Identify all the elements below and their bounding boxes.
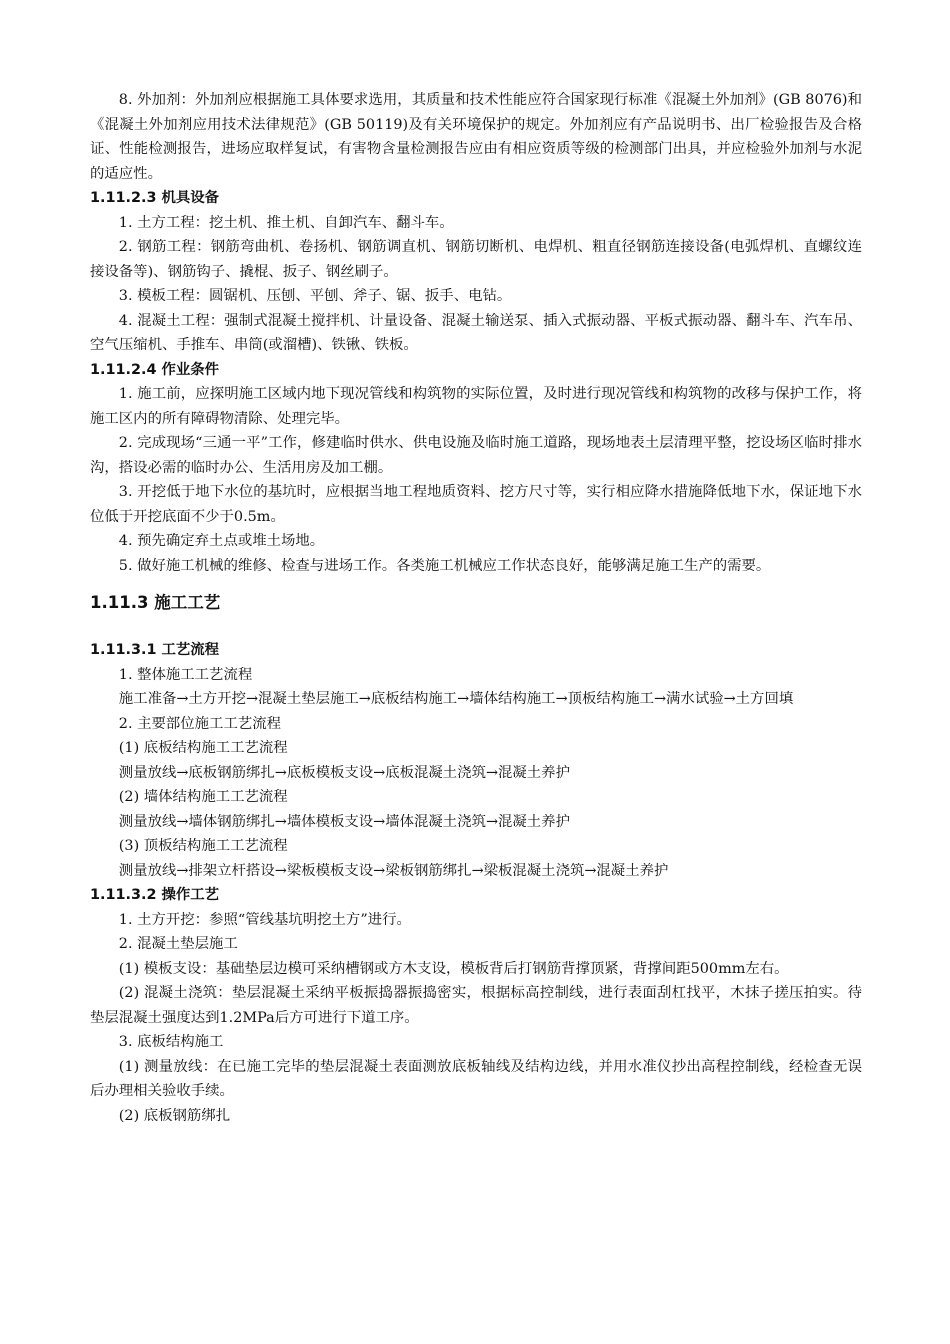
paragraph-survey: (1) 测量放线：在已施工完毕的垫层混凝土表面测放底板轴线及结构边线，并用水准仪抄出高程控制线，经检查无误后办理相关验收手续。 xyxy=(90,1058,862,1099)
paragraph-top-slab-title: (3) 顶板结构施工工艺流程 xyxy=(118,838,288,854)
paragraph-condition-4: 4. 预先确定弃土点或堆土场地。 xyxy=(118,533,325,549)
paragraph-bottom-slab-title: (1) 底板结构施工工艺流程 xyxy=(118,740,288,756)
paragraph-cushion-formwork: (1) 模板支设：基础垫层边模可采纳槽钢或方木支设，模板背后打钢筋背撑顶紧，背撑间距500mm左右。 xyxy=(118,960,789,977)
paragraph-cushion-title: 2. 混凝土垫层施工 xyxy=(118,936,238,952)
chapter-heading-construction-process: 1.11.3 施工工艺 xyxy=(90,593,221,612)
section-heading-operation: 1.11.3.2 操作工艺 xyxy=(90,887,220,903)
paragraph-overall-flow: 施工准备→土方开挖→混凝土垫层施工→底板结构施工→墙体结构施工→顶板结构施工→满水试验→土方回填 xyxy=(118,691,794,707)
section-heading-work-conditions: 1.11.2.4 作业条件 xyxy=(90,361,220,378)
paragraph-top-slab-flow: 测量放线→排架立杆搭设→梁板模板支设→梁板钢筋绑扎→梁板混凝土浇筑→混凝土养护 xyxy=(118,862,669,879)
paragraph-condition-5: 5. 做好施工机械的维修、检查与进场工作。各类施工机械应工作状态良好，能够满足施工生产的需要。 xyxy=(118,557,771,574)
section-heading-equipment: 1.11.2.3 机具设备 xyxy=(90,190,220,206)
paragraph-main-parts-title: 2. 主要部位施工工艺流程 xyxy=(118,715,282,732)
document-body xyxy=(90,88,862,1128)
paragraph-condition-1: 1. 施工前，应探明施工区域内地下现况管线和构筑物的实际位置，及时进行现况管线和构筑物的改移与保护工作，将施工区内的所有障碍物清除、处理完毕。 xyxy=(90,386,862,427)
paragraph-cushion-pouring: (2) 混凝土浇筑：垫层混凝土采纳平板振捣器振捣密实，根据标高控制线，进行表面刮杠找平，木抹子搓压拍实。待垫层混凝土强度达到1.2MPa后方可进行下道工序。 xyxy=(90,985,862,1026)
paragraph-overall-flow-title: 1. 整体施工工艺流程 xyxy=(118,666,253,683)
paragraph-wall-flow: 测量放线→墙体钢筋绑扎→墙体模板支设→墙体混凝土浇筑→混凝土养护 xyxy=(118,813,570,830)
paragraph-condition-2: 2. 完成现场“三通一平”工作，修建临时供水、供电设施及临时施工道路，现场地表土层清理平整，挖设场区临时排水沟，搭设必需的临时办公、生活用房及加工棚。 xyxy=(90,435,862,476)
paragraph-bottom-slab-flow: 测量放线→底板钢筋绑扎→底板模板支设→底板混凝土浇筑→混凝土养护 xyxy=(118,764,570,781)
paragraph-excavation: 1. 土方开挖：参照“管线基坑明挖土方”进行。 xyxy=(118,911,411,928)
paragraph-bottom-slab-construction: 3. 底板结构施工 xyxy=(118,1034,224,1050)
paragraph-rebar-equipment: 2. 钢筋工程：钢筋弯曲机、卷扬机、钢筋调直机、钢筋切断机、电焊机、粗直径钢筋连接设备(电弧焊机、直螺纹连接设备等)、钢筋钩子、撬棍、扳子、钢丝刷子。 xyxy=(90,239,862,280)
paragraph-earthwork-equipment: 1. 土方工程：挖土机、推土机、自卸汽车、翻斗车。 xyxy=(118,214,454,231)
section-heading-process-flow: 1.11.3.1 工艺流程 xyxy=(90,642,220,658)
paragraph-condition-3: 3. 开挖低于地下水位的基坑时，应根据当地工程地质资料、挖方尺寸等，实行相应降水措施降低地下水，保证地下水位低于开挖底面不少于0.5m。 xyxy=(90,484,862,525)
paragraph-rebar-binding: (2) 底板钢筋绑扎 xyxy=(118,1107,231,1124)
paragraph-formwork-equipment: 3. 模板工程：圆锯机、压刨、平刨、斧子、锯、扳手、电钻。 xyxy=(118,288,512,304)
paragraph-wall-title: (2) 墙体结构施工工艺流程 xyxy=(118,789,288,805)
paragraph-admixture: 8. 外加剂：外加剂应根据施工具体要求选用，其质量和技术性能应符合国家现行标准《混凝土外加剂》(GB 8076)和《混凝土外加剂应用技术法律规范》(GB 50119)及有关环境保护的规定。外加剂应有产品说明书、出厂检验报告及合格证、性能检测报告，进场应取样复试，有害物含量检测报告应由有相应资质等级的检测部门出具，并应检验外加剂与水泥的适应性。 xyxy=(90,92,862,182)
paragraph-concrete-equipment: 4. 混凝土工程：强制式混凝土搅拌机、计量设备、混凝土输送泵、插入式振动器、平板式振动器、翻斗车、汽车吊、空气压缩机、手推车、串筒(或溜槽)、铁锹、铁板。 xyxy=(90,312,862,353)
